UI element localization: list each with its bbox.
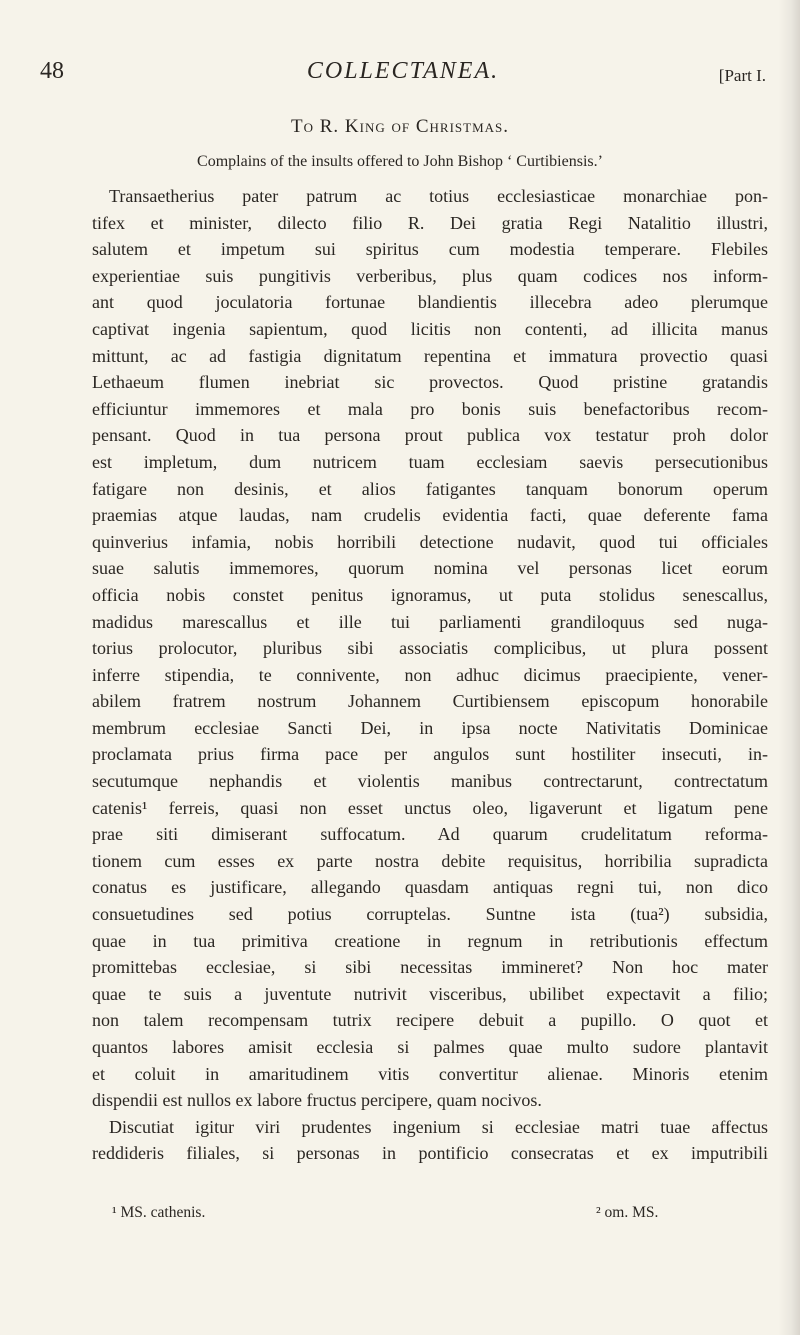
letter-title: To R. King of Christmas. [290,116,510,137]
text-line: salutem et impetum sui spiritus cum modestia temperare. Flebiles [92,239,768,260]
page-header [40,58,766,98]
text-line: captivat ingenia sapientum, quod licitis non contenti, ad illicita manus [92,318,768,339]
text-line: inferre stipendia, te connivente, non adhuc dicimus praecipiente, vener- [92,664,768,685]
text-line: quantos labores amisit ecclesia si palmes quae multo sudore plantavit [92,1037,768,1057]
text-line: quinverius infamia, nobis horribili detectione nudavit, quod tui officiales [92,531,768,552]
footnote-1: ¹ MS. cathenis. [112,1204,206,1221]
text-line: officia nobis constet penitus ignoramus, ut puta stolidus senescallus, [92,584,768,605]
running-head: COLLECTANEA. [306,58,500,84]
text-line: suae salutis immemores, quorum nomina vel personas licet eorum [92,558,768,579]
text-line: praemias atque laudas, nam crudelis evidentia facti, quae deferente fama [92,505,768,526]
text-line: dispendii est nullos ex labore fructus percipere, quam nocivos. [92,1090,542,1111]
text-line: promittebas ecclesiae, si sibi necessitas immineret? Non hoc mater [92,957,768,978]
page-edge-shadow [778,0,800,1335]
footnote-2: ² om. MS. [596,1204,659,1221]
text-line: fatigare non desinis, et alios fatigantes tanquam bonorum operum [92,478,768,499]
text-line: est impletum, dum nutricem tuam ecclesiam saevis persecutionibus [92,451,768,472]
text-line: proclamata prius firma pace per angulos sunt hostiliter insecuti, in- [92,744,768,765]
text-line: catenis¹ ferreis, quasi non esset unctus oleo, ligaverunt et ligatum pene [92,797,768,818]
letter-subtitle: Complains of the insults offered to John Bishop ‘ Curtibiensis.’ [197,153,603,170]
text-line: et coluit in amaritudinem vitis convertitur alienae. Minoris etenim [92,1063,768,1084]
text-line: Discutiat igitur viri prudentes ingenium si ecclesiae matri tuae affectus [109,1116,768,1137]
text-line: abilem fratrem nostrum Johannem Curtibiensem episcopum honorabile [92,691,768,712]
text-line: non talem recompensam tutrix recipere debuit a pupillo. O quot et [92,1010,768,1031]
text-line: pensant. Quod in tua persona prout publica vox testatur proh dolor [92,425,768,446]
page-number: 48 [40,58,64,84]
text-line: conatus es justificare, allegando quasdam antiquas regni tui, non dico [92,877,768,898]
text-line: prae siti dimiserant suffocatum. Ad quarum crudelitatum reforma- [92,824,768,845]
text-line: membrum ecclesiae Sancti Dei, in ipsa nocte Nativitatis Dominicae [92,717,768,738]
text-line: efficiuntur immemores et mala pro bonis suis benefactoribus recom- [92,398,768,419]
text-line: secutumque nephandis et violentis manibus contrectarunt, contrectatum [92,771,768,792]
text-line: torius prolocutor, pluribus sibi associatis complicibus, ut plura possent [92,638,768,659]
text-line: consuetudines sed potius corruptelas. Suntne ista (tua²) subsidia, [92,904,768,925]
text-line: reddideris filiales, si personas in pontificio consecratas et ex imputribili [92,1143,768,1164]
text-line: Lethaeum flumen inebriat sic provectos. Quod pristine gratandis [92,372,768,393]
text-line: experientiae suis pungitivis verberibus, plus quam codices nos inform- [92,265,768,286]
text-line: ant quod joculatoria fortunae blandientis illecebra adeo plerumque [92,292,768,313]
text-line: tifex et minister, dilecto filio R. Dei gratia Regi Natalitio illustri, [92,212,768,233]
text-line: tionem cum esses ex parte nostra debite requisitus, horribilia supradicta [92,850,768,871]
text-line: Transaetherius pater patrum ac totius ecclesiasticae monarchiae pon- [109,186,768,206]
part-label: [Part I. [718,66,766,85]
text-line: madidus marescallus et ille tui parliamenti grandiloquus sed nuga- [92,611,768,632]
letter-body [92,183,768,1167]
text-line: quae te suis a juventute nutrivit visceribus, ubilibet expectavit a filio; [92,983,768,1004]
text-line: mittunt, ac ad fastigia dignitatum repentina et immatura provectio quasi [92,345,768,366]
text-line: quae in tua primitiva creatione in regnum in retributionis effectum [92,930,768,951]
footnotes [92,1204,768,1234]
